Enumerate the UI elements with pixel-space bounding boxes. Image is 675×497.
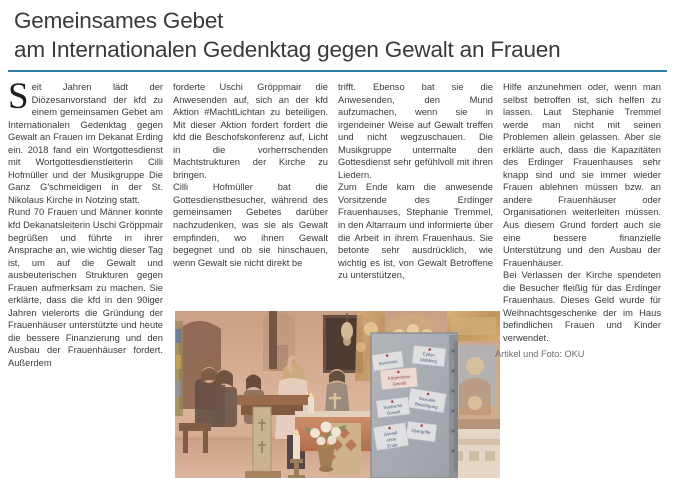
- paragraph-col1-2: Rund 70 Frauen und Männer konnte kfd Dekanatsleiterin Uschi Gröppmair begrüßen und führte in ihrer Ansprache an, wie wichtig dieser Tag ist, um auf die Gewalt und ausbeuterischen Strukturen gegen Frauen aufmerksam zu machen. Sie erklärte, dass die kfd in den 90iger Jahren vielerorts die Gründung der Frauenhäuser unterstützte und heute die bessere Finanzierung und den Ausbau der Frauenhäuser fordert. Außerdem: [8, 207, 163, 369]
- article-column-2: [173, 81, 328, 269]
- svg-text:Mobbing: Mobbing: [419, 357, 438, 364]
- header-divider-rule: [8, 70, 667, 72]
- article-column-3: [338, 81, 493, 282]
- paragraph-col2-1: forderte Uschi Gröppmair die Anwesenden auf, sich an der kfd Aktion #MachtLichtan zu beteiligen. Mit dieser Aktion fordert fordert die kfd die Beschofskonferenz auf, Licht in die vorherrschenden Machtstrukturen der Kirche zu bringen.: [173, 82, 328, 180]
- headline-line-2: am Internationalen Gedenktag gegen Gewalt an Frauen: [14, 37, 561, 62]
- drop-cap: S: [8, 76, 29, 117]
- svg-text:Gewalt: Gewalt: [392, 380, 407, 387]
- paragraph-intro-text: eit Jahren lädt der Diözesanvorstand der kfd zu einem gemeinsamen Gebet am Internationalen Gedenktag gegen Gewalt an Frauen im Dekanat Erding ein. 2018 fand ein Wortgottesdienst mit Wortgottesdienstleiterin Cilli Hofmüller und der Musikgruppe Die Ganz G′schmeidigen in der St. Nikolaus Kirche in Notzing statt.: [8, 82, 163, 205]
- headline-line-1: Gemeinsames Gebet: [14, 8, 224, 33]
- paragraph-col4-2: Bei Verlassen der Kirche spendeten die Besucher fleißig für das Erdinger Frauenhaus. Dieses Geld wurde für Weihnachtsgeschenke der im Haus befindlichen Frauen und Kinder verwendet.: [503, 270, 661, 343]
- svg-text:Ende: Ende: [386, 442, 398, 449]
- article-photo: [175, 311, 500, 478]
- paragraph-col3-2: Zum Ende kam die anwesende Vorsitzende des Erdinger Frauenhauses, Stephanie Tremmel, in den Altarraum und informierte über die Arbeit in ihrem Frauenhaus. Sie betonte sehr ausdrücklich, wie wichtig es ist, von Gewalt Betroffene zu unterstützen,: [338, 182, 493, 281]
- article-credit: Artikel und Foto: OKU: [495, 349, 585, 359]
- paragraph-intro: [8, 76, 163, 206]
- svg-text:Sexuelle: Sexuelle: [418, 395, 436, 404]
- svg-text:Seelische: Seelische: [383, 402, 403, 411]
- church-interior-photo: [175, 311, 500, 478]
- article-header: [0, 0, 675, 64]
- paragraph-col4-1: Hilfe anzunehmen oder, wenn man selbst betroffen ist, sich helfen zu lassen. Laut Stephanie Tremmel werde man nicht mit seinen Problemen allein gelassen. Aber sie erklärte auch, dass die Kapazitäten des Erdinger Frauenhauses sehr knapp sind und sie immer wieder Frauen ablehnen müssen bzw. an andere Frauenhäuser oder Organisationen weiterleiten müssen. Aus diesem Grund fordert auch sie eine bessere finanzielle Unterstützung und den Ausbau der Frauenhäuser.: [503, 82, 661, 268]
- article-column-4: [503, 81, 661, 344]
- paragraph-col2-2: Cilli Hofmüller bat die Gottesdienstbesucher, während des gemeinsamen Gebetes darüber nachzudenken, was sie als Gewalt empfinden, wo ihnen Gewalt begegnet und ob sie hinschauen, wenn Gewalt sie nicht direkt be: [173, 182, 328, 268]
- svg-text:ohne: ohne: [386, 436, 397, 443]
- svg-text:Körperliche: Körperliche: [387, 374, 411, 381]
- article-column-1: [8, 76, 163, 370]
- svg-text:Gewalt: Gewalt: [386, 409, 401, 416]
- svg-text:Übergriffe: Übergriffe: [411, 427, 431, 436]
- article-columns: [8, 76, 667, 485]
- svg-text:Sexismus: Sexismus: [378, 358, 398, 367]
- svg-text:Gewalt: Gewalt: [383, 430, 398, 438]
- svg-text:Belästigung: Belästigung: [414, 401, 439, 410]
- svg-text:Cyber-: Cyber-: [422, 351, 436, 358]
- paragraph-col3-1: trifft. Ebenso bat sie die Anwesenden, den Mund aufzumachen, wenn sie in irgendeiner Weise auf Gewalt treffen und nicht wegzuschauen. Die Musikgruppe untermalte den Gottesdienst sehr gefühlvoll mit ihren Liedern.: [338, 82, 493, 180]
